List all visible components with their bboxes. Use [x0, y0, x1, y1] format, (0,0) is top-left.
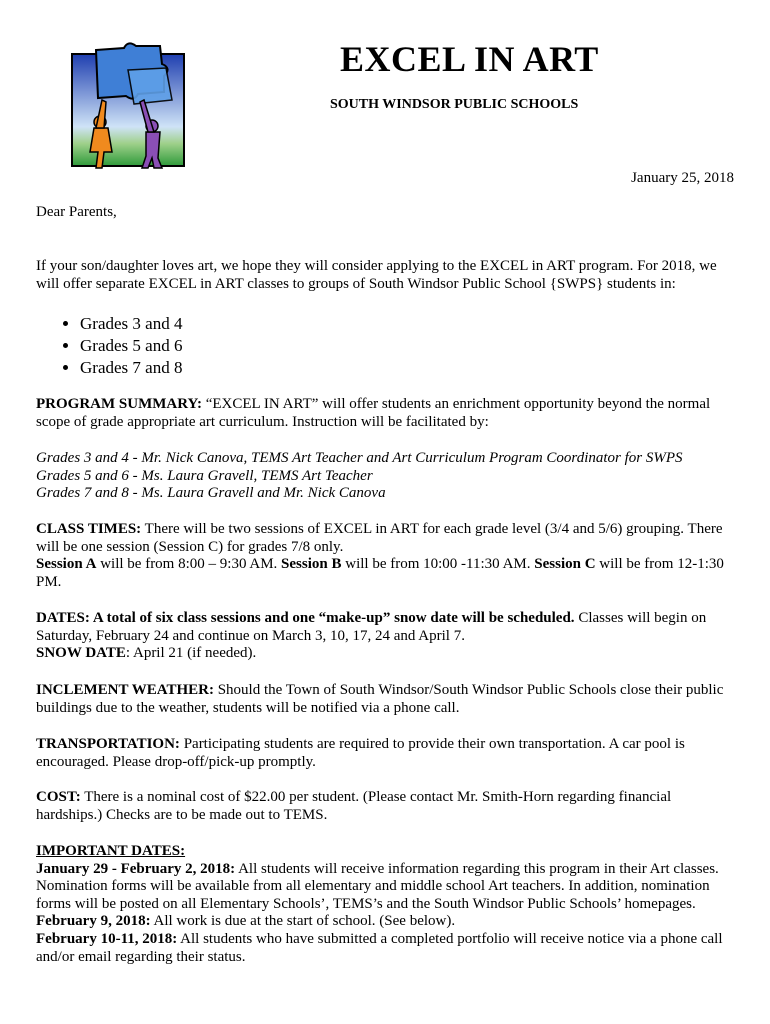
summary-label: PROGRAM SUMMARY:	[36, 396, 202, 412]
letter-date: January 25, 2018	[631, 170, 734, 186]
teacher-line: Grades 5 and 6 - Ms. Laura Gravell, TEMS Art Teacher	[36, 467, 373, 484]
list-item: • Grades 3 and 4	[80, 313, 182, 335]
important-date-item	[36, 913, 736, 931]
summary-text: “EXCEL IN ART” will offer students an enrichment opportunity beyond the normal scope of grade appropriate art curriculum. Instruction will be facilitated by:	[36, 396, 711, 430]
intro-paragraph	[36, 258, 736, 293]
important-date-item	[36, 931, 736, 966]
cost-text: There is a nominal cost of $22.00 per student. (Please contact Mr. Smith-Horn regarding financial hardships.) Checks are to be made out to TEMS.	[36, 789, 672, 823]
important-dates-title: IMPORTANT DATES:	[36, 843, 186, 859]
cost-label: COST:	[36, 789, 81, 805]
snow-date-paragraph	[36, 645, 736, 663]
dates-label: DATES: A total of six class sessions and one “make-up” snow date will be scheduled.	[36, 610, 575, 626]
teachers-list	[36, 450, 736, 503]
teacher-line: Grades 3 and 4 - Mr. Nick Canova, TEMS Art Teacher and Art Curriculum Program Coordinator for SWPS	[36, 450, 683, 466]
important-date-label: February 10-11, 2018:	[36, 930, 178, 947]
dates-section	[36, 610, 736, 663]
session-a-label: Session A	[36, 556, 97, 573]
weather-label: INCLEMENT WEATHER:	[36, 682, 214, 698]
important-dates-section	[36, 843, 736, 966]
intro-text: If your son/daughter loves art, we hope they will consider applying to the EXCEL in ART program	[36, 258, 630, 274]
important-date-label: February 9, 2018:	[36, 913, 151, 930]
intro-text-2: . For 2018, we will offer separate EXCEL in ART classes to groups of South Windsor Public School {SWPS} students in:	[36, 258, 717, 292]
important-date-label: January 29 - February 2, 2018:	[36, 860, 236, 877]
session-b-text: will be from 10:00 -11:30 AM.	[341, 556, 535, 573]
important-date-text: All work is due at the start of school. (See below).	[150, 913, 456, 930]
transportation-section	[36, 736, 736, 771]
dates-paragraph	[36, 610, 736, 645]
program-summary	[36, 396, 736, 431]
puzzle-piece-2	[128, 68, 172, 104]
important-date-item	[36, 861, 736, 914]
page-title: EXCEL IN ART	[340, 39, 599, 79]
cost-section	[36, 789, 736, 824]
session-b-label: Session B	[281, 556, 342, 573]
teacher-line: Grades 7 and 8 - Ms. Laura Gravell and Mr. Nick Canova	[36, 485, 386, 502]
transportation-label: TRANSPORTATION:	[36, 736, 180, 752]
greeting: Dear Parents,	[36, 204, 117, 220]
important-date-text: All students will receive information regarding this program in their Art classes. Nomination forms will be available from all elementary and middle school Art teachers. In addition, nomination forms will be posted on all Elementary Schools’, TEMS’s and the South Windsor Public Schools’ homepages.	[36, 860, 719, 912]
weather-section	[36, 682, 736, 717]
transportation-text: Participating students are required to provide their own transportation. A car pool is encouraged. Please drop-off/pick-up promptly.	[36, 736, 685, 770]
class-times-text: There will be two sessions of EXCEL in ART for each grade level (3/4 and 5/6) grouping. There will be one session (Session C) for grades 7/8 only.	[36, 521, 723, 555]
class-times-section	[36, 521, 736, 591]
snow-date-label: SNOW DATE	[36, 645, 126, 662]
session-c-label: Session C	[534, 556, 596, 573]
snow-date-text: : April 21 (if needed).	[125, 645, 257, 662]
sessions-paragraph	[36, 556, 736, 591]
weather-text: Should the Town of South Windsor/South Windsor Public Schools close their public buildings due to the weather, students will be notified via a phone call.	[36, 682, 724, 716]
grades-list	[56, 313, 182, 379]
class-times-label: CLASS TIMES:	[36, 521, 142, 537]
session-a-text: will be from 8:00 – 9:30 AM.	[96, 556, 282, 573]
list-item: • Grades 5 and 6	[80, 335, 182, 357]
class-times-paragraph	[36, 521, 736, 556]
dates-text: Classes will begin on Saturday, February 24 and continue on March 3, 10, 17, 24 and April 7.	[36, 610, 707, 644]
important-date-text: All students who have submitted a completed portfolio will receive notice via a phone call and/or email regarding their status.	[36, 930, 723, 965]
important-dates-heading	[36, 843, 736, 861]
session-c-text: will be from 12-1:30 PM.	[36, 556, 724, 590]
puzzle-people-logo	[68, 40, 192, 172]
list-item: • Grades 7 and 8	[80, 357, 182, 379]
district-name: SOUTH WINDSOR PUBLIC SCHOOLS	[330, 97, 579, 112]
